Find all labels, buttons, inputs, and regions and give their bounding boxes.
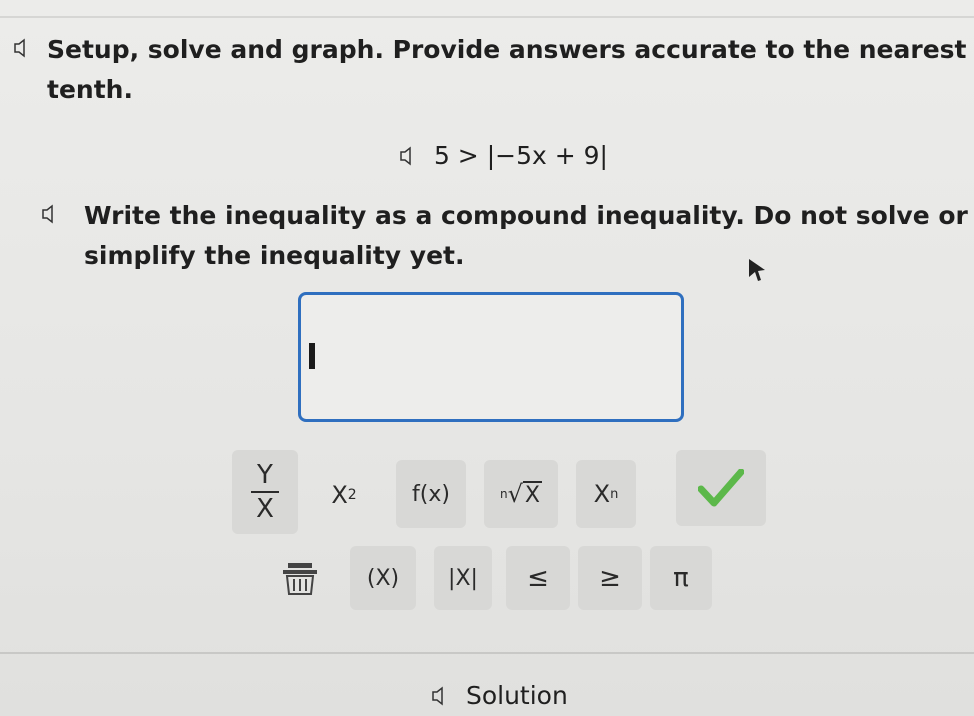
power-base: X xyxy=(331,481,348,509)
solution-link[interactable] xyxy=(432,678,568,714)
speaker-icon[interactable] xyxy=(432,686,448,706)
absolute-value-button[interactable] xyxy=(434,546,492,610)
fraction-button[interactable] xyxy=(232,450,298,534)
less-equal-button[interactable] xyxy=(506,546,570,610)
step-prompt-line-2: simplify the inequality yet. xyxy=(84,241,465,270)
fraction-numerator: Y xyxy=(257,460,273,490)
power-button[interactable] xyxy=(314,460,374,530)
less-equal-label: ≤ xyxy=(527,563,549,593)
check-answer-button[interactable] xyxy=(676,450,766,526)
step-prompt-line-1: Write the inequality as a compound inequality. Do not solve or xyxy=(84,201,968,230)
mouse-pointer-icon xyxy=(748,258,766,282)
instructions-line-1: Setup, solve and graph. Provide answers accurate to the nearest xyxy=(47,35,967,64)
answer-input[interactable] xyxy=(298,292,684,422)
bottom-divider xyxy=(0,652,974,654)
parentheses-button[interactable] xyxy=(350,546,416,610)
speaker-icon[interactable] xyxy=(14,38,30,58)
root-index: n xyxy=(500,487,508,501)
parentheses-label: (X) xyxy=(366,565,400,591)
speaker-icon[interactable] xyxy=(400,146,416,166)
fraction-denominator: X xyxy=(256,494,274,524)
subscript-button[interactable] xyxy=(576,460,636,528)
instructions-line-2: tenth. xyxy=(47,75,133,104)
problem-inequality xyxy=(400,138,608,174)
speaker-icon[interactable] xyxy=(42,204,58,224)
function-button[interactable] xyxy=(396,460,466,528)
root-button[interactable]: n √ X xyxy=(484,460,558,528)
top-divider xyxy=(0,16,974,18)
solution-label: Solution xyxy=(465,681,568,710)
greater-equal-label: ≥ xyxy=(599,563,621,593)
root-radicand: X xyxy=(524,482,540,508)
greater-equal-button[interactable] xyxy=(578,546,642,610)
checkmark-icon xyxy=(698,469,744,507)
trash-icon xyxy=(282,561,318,595)
delete-button[interactable] xyxy=(270,546,330,610)
subscript-sub: n xyxy=(610,486,619,502)
inequality-text: 5 > |−5x + 9| xyxy=(433,141,608,170)
pi-label: π xyxy=(673,563,689,593)
pi-button[interactable] xyxy=(650,546,712,610)
power-exponent: 2 xyxy=(347,487,357,503)
subscript-base: X xyxy=(593,480,611,508)
absolute-value-label: |X| xyxy=(448,565,478,591)
function-label: f(x) xyxy=(412,481,450,507)
text-caret xyxy=(309,343,315,369)
